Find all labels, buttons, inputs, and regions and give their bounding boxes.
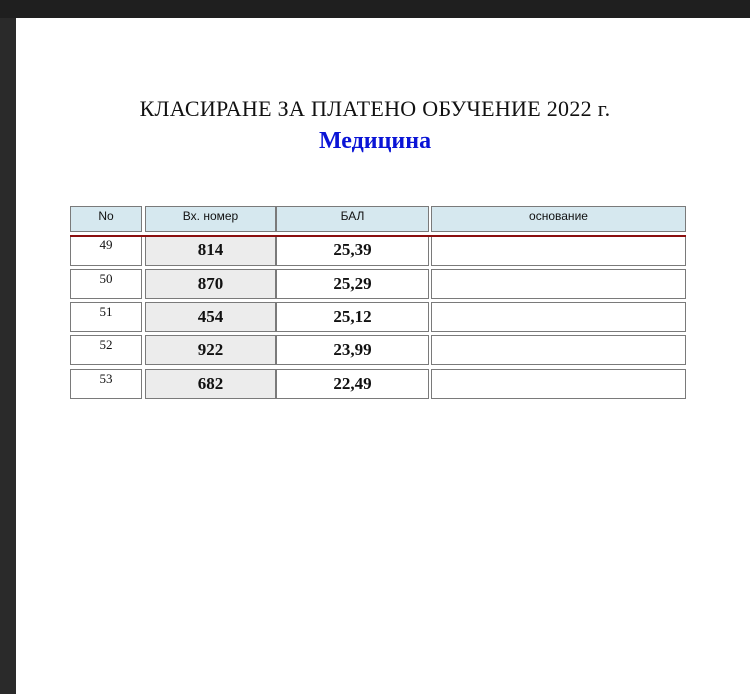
table-row-no: 50 <box>70 269 142 299</box>
table-row-no: 51 <box>70 302 142 332</box>
table-row-basis <box>431 335 686 365</box>
header-entry-number: Вх. номер <box>145 206 276 232</box>
table-row-entry: 682 <box>145 369 276 399</box>
table-row-basis <box>431 302 686 332</box>
header-no: No <box>70 206 142 232</box>
document-page <box>16 18 750 694</box>
table-row-score: 22,49 <box>276 369 429 399</box>
header-basis: основание <box>431 206 686 232</box>
header-separator-rule <box>70 235 686 237</box>
document-title: КЛАСИРАНЕ ЗА ПЛАТЕНО ОБУЧЕНИЕ 2022 г. <box>139 96 611 121</box>
header-score: БАЛ <box>276 206 429 232</box>
table-row-basis <box>431 269 686 299</box>
table-row-no: 49 <box>70 235 142 266</box>
table-row-entry: 454 <box>145 302 276 332</box>
viewer-top-bar <box>0 0 750 18</box>
table-row-score: 23,99 <box>276 335 429 365</box>
table-row-score: 25,39 <box>276 235 429 266</box>
table-row-score: 25,29 <box>276 269 429 299</box>
table-row-no: 53 <box>70 369 142 399</box>
table-row-score: 25,12 <box>276 302 429 332</box>
document-subtitle: Медицина <box>318 128 432 154</box>
table-row-entry: 922 <box>145 335 276 365</box>
table-row-basis <box>431 369 686 399</box>
table-row-no: 52 <box>70 335 142 365</box>
table-row-basis <box>431 235 686 266</box>
table-row-entry: 814 <box>145 235 276 266</box>
table-row-entry: 870 <box>145 269 276 299</box>
